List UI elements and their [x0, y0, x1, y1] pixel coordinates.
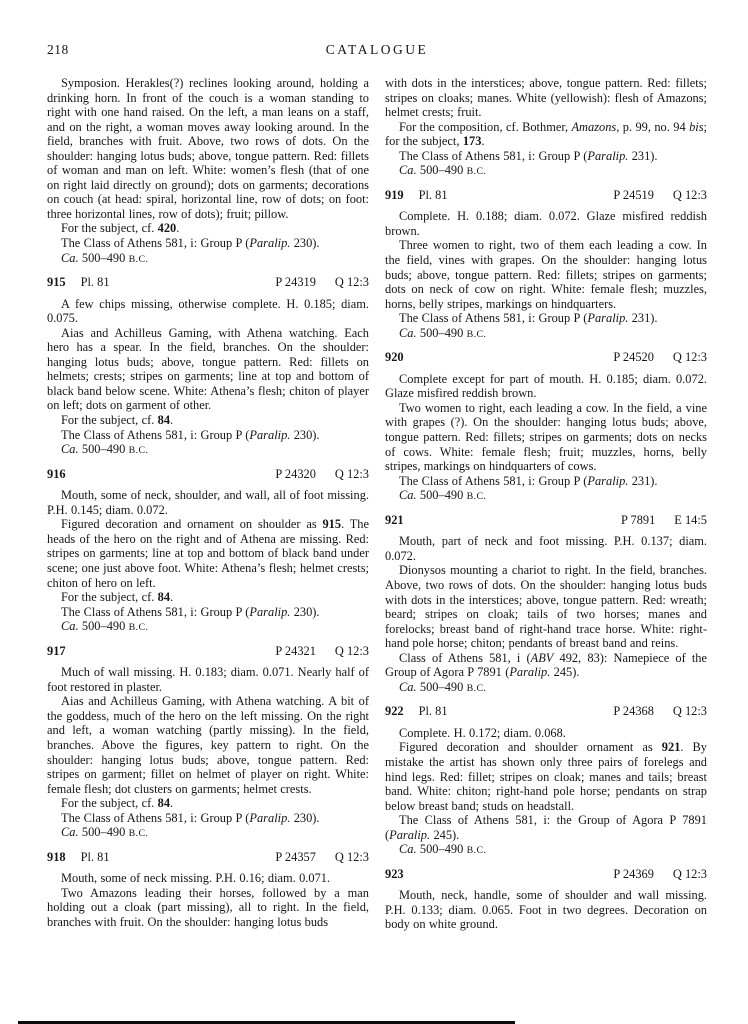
entry-heading	[385, 513, 707, 528]
text-column-right	[385, 76, 707, 932]
page-number: 218	[47, 42, 69, 57]
entry-heading-right	[613, 867, 707, 882]
paragraph: Ca. 500–490 B.C.	[399, 679, 487, 694]
italic-text: ABV	[530, 650, 554, 665]
smallcaps-text: B.C.	[128, 445, 149, 457]
paragraph: The Class of Athens 581, i: the Group of Agora P 7891 (Paralip. 245).	[385, 813, 707, 842]
entry-heading	[385, 350, 707, 365]
italic-text: Ca.	[61, 619, 79, 634]
italic-text: Ca.	[399, 163, 417, 178]
italic-text: Ca.	[61, 250, 79, 265]
smallcaps-text: B.C.	[466, 166, 487, 178]
paragraph: Ca. 500–490 B.C.	[61, 442, 149, 457]
paragraph: Aias and Achilleus Gaming, with Athena watching. A bit of the goddess, much of the hero on the left missing. On the right and left, a woman watching (partly missing). In the field, branches. Above the figures, key pattern to right. On the shoulder: hanging lotus buds; above, tongue pattern. Red: stripes on garment; fillet on helmet of player on right. White: female flesh; dot clusters on garments; helmet crests.	[47, 694, 369, 796]
paragraph: Symposion. Herakles(?) reclines looking around, holding a drinking horn. In front of the couch is a woman standing to right with one hand raised. On the left, a man leans on a staff, and on the right, a woman moves away looking around. In the field, branches with fruit. Above, two rows of dots. On the shoulder: hanging lotus buds; above, tongue pattern. Red: fillets of woman and man on left. White: women’s flesh (that of one on right laid directly on ground); dots on garments; decorations on couch (at head: spiral, horizontal line, row of dots; on foot: three horizontal lines, row of dots); fruit; pillow.	[47, 76, 369, 221]
inventory-number: P 24319	[275, 275, 316, 290]
smallcaps-text: B.C.	[466, 328, 487, 340]
inventory-number: P 24369	[613, 866, 654, 881]
smallcaps-text: B.C.	[128, 622, 149, 634]
bold-reference: 921	[661, 740, 681, 755]
entry-heading-right	[275, 467, 369, 482]
grid-reference: E 14:5	[674, 512, 707, 527]
inventory-number: P 24368	[613, 704, 654, 719]
paragraph: For the subject, cf. 84.	[61, 796, 174, 811]
paragraph: Two Amazons leading their horses, followed by a man holding out a cloak (part missing), all to right. In the field, branches with fruit. On the shoulder: hanging lotus buds	[47, 885, 369, 929]
entry-heading	[385, 188, 707, 203]
paragraph: Mouth, part of neck and foot missing. P.H. 0.137; diam. 0.072.	[385, 534, 707, 563]
paragraph: The Class of Athens 581, i: Group P (Paralip. 231).	[399, 311, 658, 326]
paragraph: Mouth, some of neck, shoulder, and wall, all of foot missing. P.H. 0.145; diam. 0.072.	[47, 488, 369, 517]
paragraph: Mouth, some of neck missing. P.H. 0.16; diam. 0.071.	[61, 871, 331, 886]
entry-heading	[47, 644, 369, 659]
paragraph: Ca. 500–490 B.C.	[61, 250, 149, 265]
entry-number: 915	[47, 275, 66, 290]
smallcaps-text: B.C.	[128, 253, 149, 265]
paragraph: Aias and Achilleus Gaming, with Athena watching. Each hero has a spear. In the field, branches. On the shoulder: hanging lotus buds; above, tongue pattern. Red: fillets on helmets; crests; stripes on garments; line at top and bottom of black band below scene. White: Athena’s flesh; chiton of player on left; dots on garment of other.	[47, 325, 369, 413]
italic-text: Ca.	[61, 825, 79, 840]
paragraph: Ca. 500–490 B.C.	[61, 619, 149, 634]
page-header	[47, 42, 707, 60]
paragraph: The Class of Athens 581, i: Group P (Paralip. 230).	[61, 810, 320, 825]
entry-heading-right	[275, 850, 369, 865]
italic-text: Ca.	[61, 442, 79, 457]
inventory-number: P 24357	[275, 849, 316, 864]
entry-number: 923	[385, 866, 404, 881]
paragraph: Figured decoration and shoulder ornament as 921. By mistake the artist has shown only three pairs of forelegs and hind legs. Red: fillet; stripes on cloak; manes and tails; breast band. White: chiton; right-hand pole horse; pendants on strap below breast band; studs on headstall.	[385, 740, 707, 813]
paragraph: Two women to right, each leading a cow. In the field, a vine with grapes (?). On the shoulder: hanging lotus buds; above, tongue pattern. Red: fillets; stripes on garments; dots on necks of cows. White: female flesh; fruit; muzzles, horns, belly stripes, markings on hindquarters of cows.	[385, 400, 707, 474]
italic-text: Paralip.	[389, 827, 431, 842]
entry-number: 920	[385, 350, 404, 365]
italic-text: Amazons	[571, 119, 617, 134]
paragraph: with dots in the interstices; above, tongue pattern. Red: fillets; stripes on cloaks; manes. White (yellowish): flesh of Amazons; helmet crests; fruit.	[385, 76, 707, 120]
italic-text: Paralip.	[587, 148, 629, 163]
italic-text: Ca.	[399, 488, 417, 503]
smallcaps-text: B.C.	[466, 682, 487, 694]
italic-text: Paralip.	[249, 810, 291, 825]
paragraph: The Class of Athens 581, i: Group P (Paralip. 230).	[61, 427, 320, 442]
entry-heading-right	[275, 275, 369, 290]
bold-reference: 173	[462, 134, 482, 149]
italic-text: Ca.	[399, 325, 417, 340]
grid-reference: Q 12:3	[334, 849, 369, 864]
plate-reference: Pl. 81	[418, 187, 448, 202]
entry-heading-right	[613, 350, 707, 365]
grid-reference: Q 12:3	[334, 643, 369, 658]
entry-heading-right	[621, 513, 707, 528]
bold-reference: 420	[157, 221, 177, 236]
bold-reference: 84	[157, 796, 171, 811]
entry-heading	[47, 467, 369, 482]
text-columns	[47, 76, 707, 932]
smallcaps-text: B.C.	[128, 828, 149, 840]
smallcaps-text: B.C.	[466, 491, 487, 503]
paragraph: The Class of Athens 581, i: Group P (Paralip. 230).	[61, 604, 320, 619]
paragraph: For the subject, cf. 84.	[61, 413, 174, 428]
entry-number: 919	[385, 187, 404, 202]
italic-text: bis	[689, 119, 704, 134]
paragraph: The Class of Athens 581, i: Group P (Paralip. 231).	[399, 473, 658, 488]
italic-text: Paralip.	[249, 427, 291, 442]
italic-text: Paralip.	[249, 604, 291, 619]
plate-reference: Pl. 81	[418, 704, 448, 719]
paragraph: Ca. 500–490 B.C.	[61, 825, 149, 840]
paragraph: A few chips missing, otherwise complete. H. 0.185; diam. 0.075.	[47, 296, 369, 326]
paragraph: Ca. 500–490 B.C.	[399, 842, 487, 857]
inventory-number: P 24321	[275, 643, 316, 658]
entry-number: 918	[47, 849, 66, 864]
italic-text: Ca.	[399, 842, 417, 857]
paragraph: Ca. 500–490 B.C.	[399, 488, 487, 503]
entry-heading	[385, 867, 707, 882]
paragraph: Complete. H. 0.172; diam. 0.068.	[399, 725, 566, 740]
grid-reference: Q 12:3	[672, 866, 707, 881]
entry-number: 916	[47, 466, 66, 481]
paragraph: The Class of Athens 581, i: Group P (Paralip. 231).	[399, 148, 658, 163]
entry-number: 922	[385, 704, 404, 719]
entry-heading	[47, 850, 369, 865]
paragraph: The Class of Athens 581, i: Group P (Paralip. 230).	[61, 236, 320, 251]
italic-text: Paralip.	[587, 311, 629, 326]
paragraph: Class of Athens 581, i (ABV 492, 83): Namepiece of the Group of Agora P 7891 (Paralip. 245).	[385, 650, 707, 680]
entry-heading-right	[613, 704, 707, 719]
page-title: CATALOGUE	[325, 42, 429, 57]
grid-reference: Q 12:3	[672, 187, 707, 202]
plate-reference: Pl. 81	[80, 849, 110, 864]
plate-reference: Pl. 81	[80, 275, 110, 290]
grid-reference: Q 12:3	[334, 275, 369, 290]
entry-heading-right	[613, 188, 707, 203]
paragraph: Dionysos mounting a chariot to right. In the field, branches. Above, two rows of dots. On the shoulder: hanging lotus buds with dots in the interstices; above, tongue pattern. Red: wreath; beard; stripes on cloak; tails of two horses; manes and forelocks; breast band of right-hand trace horse. White: right-hand pole horse; chiton; pendants of breast band and reins.	[385, 563, 707, 651]
bold-reference: 915	[322, 517, 342, 532]
grid-reference: Q 12:3	[672, 704, 707, 719]
bold-reference: 84	[157, 590, 171, 605]
paragraph: Figured decoration and ornament on shoulder as 915. The heads of the hero on the right and of Athena are missing. Red: stripes on garments; line at top and bottom of black band under scene; one just above foot. White: Athena’s flesh; helmet crests; chiton of hero on left.	[47, 517, 369, 590]
paragraph: Mouth, neck, handle, some of shoulder and wall missing. P.H. 0.133; diam. 0.065. Foot in two degrees. Decoration on body on white ground.	[385, 888, 707, 932]
entry-heading-right	[275, 644, 369, 659]
entry-number: 917	[47, 643, 66, 658]
italic-text: Ca.	[399, 679, 417, 694]
paragraph: Ca. 500–490 B.C.	[399, 325, 487, 340]
inventory-number: P 24320	[275, 466, 316, 481]
bold-reference: 84	[157, 413, 171, 428]
paragraph: Ca. 500–490 B.C.	[399, 163, 487, 178]
text-column-left	[47, 76, 369, 932]
paragraph: For the subject, cf. 84.	[61, 590, 174, 605]
italic-text: Paralip.	[587, 473, 629, 488]
entry-number: 921	[385, 512, 404, 527]
paragraph: Complete except for part of mouth. H. 0.185; diam. 0.072. Glaze misfired reddish brown.	[385, 371, 707, 401]
paragraph: Much of wall missing. H. 0.183; diam. 0.071. Nearly half of foot restored in plaster.	[47, 665, 369, 694]
paragraph: Complete. H. 0.188; diam. 0.072. Glaze misfired reddish brown.	[385, 209, 707, 238]
italic-text: Paralip.	[509, 665, 551, 680]
paragraph: For the subject, cf. 420.	[61, 221, 180, 236]
inventory-number: P 7891	[620, 512, 656, 527]
smallcaps-text: B.C.	[466, 845, 487, 857]
inventory-number: P 24519	[613, 187, 654, 202]
paragraph: For the composition, cf. Bothmer, Amazons, p. 99, no. 94 bis; for the subject, 173.	[385, 119, 707, 149]
entry-heading	[385, 704, 707, 719]
grid-reference: Q 12:3	[334, 466, 369, 481]
paragraph: Three women to right, two of them each leading a cow. In the field, vines with grapes. On the shoulder: hanging lotus buds; above, tongue pattern. Red: fillets; stripes on garments; dots on neck of cow on right. White: female flesh; muzzles, horns, belly stripes, markings on hindquarters.	[385, 238, 707, 311]
entry-heading	[47, 275, 369, 290]
inventory-number: P 24520	[613, 350, 654, 365]
italic-text: Paralip.	[249, 236, 291, 251]
grid-reference: Q 12:3	[672, 350, 707, 365]
